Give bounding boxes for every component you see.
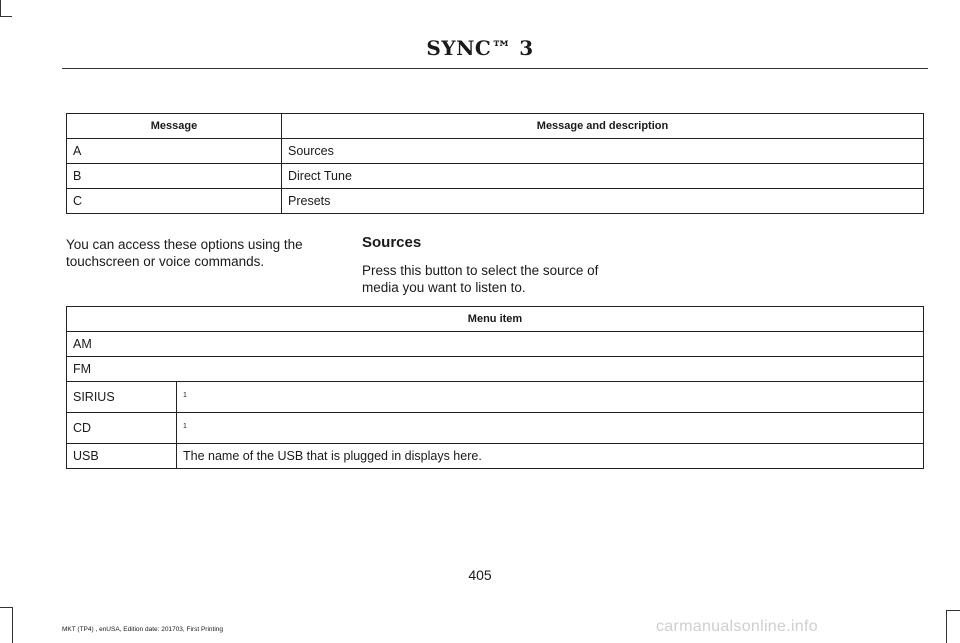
message-cell: A <box>67 139 282 164</box>
table-row <box>67 382 924 413</box>
menu-item-table <box>66 306 924 469</box>
table-row <box>67 139 924 164</box>
menu-item-cell: CD <box>67 413 177 444</box>
sources-heading: Sources <box>362 234 422 251</box>
sources-text: Press this button to select the source of media you want to listen to. <box>362 263 599 295</box>
crop-mark-bottom-right <box>946 610 947 643</box>
page-title: SYNC™ 3 <box>426 36 534 60</box>
description-cell: Direct Tune <box>282 164 924 189</box>
menu-item-cell: AM <box>67 332 924 357</box>
crop-mark-top-left <box>0 0 1 16</box>
column-header-menu-item: Menu item <box>67 307 924 332</box>
table-row <box>67 444 924 469</box>
footnote-cell <box>177 382 924 413</box>
description-cell: Sources <box>282 139 924 164</box>
footnote-cell <box>177 413 924 444</box>
header-rule <box>62 68 928 69</box>
page-number: 405 <box>468 567 492 583</box>
crop-mark-bottom-right-h <box>946 610 960 611</box>
footer-text: MKT (TP4) , enUSA, Edition date: 201703, First Printing <box>62 626 224 633</box>
table-row <box>67 189 924 214</box>
crop-mark-bottom-left-v <box>12 607 13 643</box>
crop-mark-top-left-h <box>0 16 12 17</box>
menu-item-cell: FM <box>67 357 924 382</box>
column-header-description: Message and description <box>282 114 924 139</box>
footnote-marker: 1 <box>183 392 187 399</box>
menu-item-description: The name of the USB that is plugged in displays here. <box>177 444 924 469</box>
message-table <box>66 113 924 214</box>
table-row <box>67 164 924 189</box>
table-row <box>67 332 924 357</box>
intro-text: You can access these options using the touchscreen or voice commands. <box>66 237 303 269</box>
footnote-marker: 1 <box>183 423 187 430</box>
column-header-message: Message <box>67 114 282 139</box>
message-cell: C <box>67 189 282 214</box>
table-row <box>67 357 924 382</box>
table-header-row <box>67 307 924 332</box>
watermark: carmanualsonline.info <box>656 618 818 635</box>
crop-mark-bottom-left <box>0 607 12 608</box>
table-header-row <box>67 114 924 139</box>
table-row <box>67 413 924 444</box>
message-cell: B <box>67 164 282 189</box>
menu-item-cell: SIRIUS <box>67 382 177 413</box>
menu-item-cell: USB <box>67 444 177 469</box>
description-cell: Presets <box>282 189 924 214</box>
